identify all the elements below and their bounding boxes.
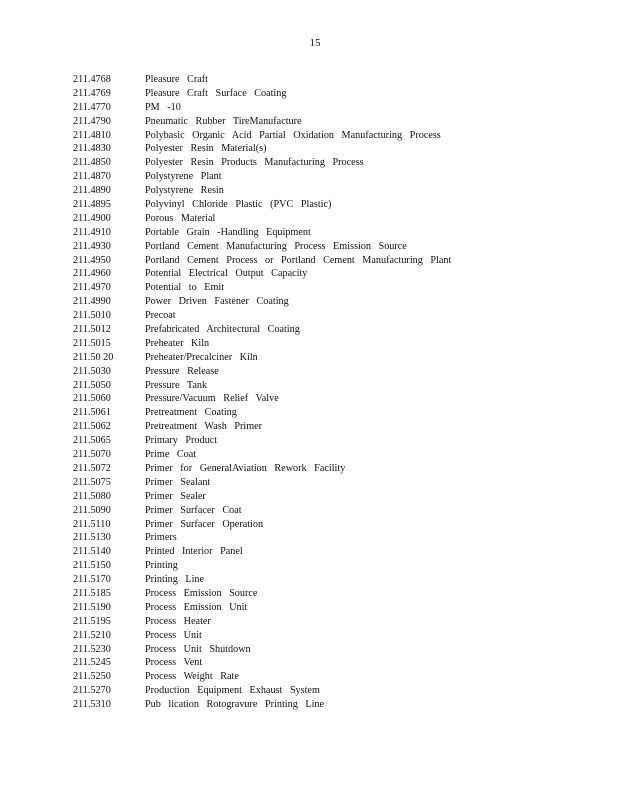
defined-term: Pressure Release [145,365,219,377]
defined-term: Polystyrene Plant [145,171,222,183]
section-code: 211.5061 [73,407,111,419]
section-code: 211.5140 [73,546,111,558]
section-code: 211.5190 [73,601,111,613]
defined-term: Primary Product [145,435,218,447]
defined-term: Portland Cement Manufacturing Process Emission Source [145,240,407,252]
defined-term: Primers [145,532,177,544]
defined-term: Primer Sealant [145,476,211,488]
section-code: 211.5170 [73,574,111,586]
defined-term: Prime Coat [145,449,197,461]
section-code: 211.5010 [73,310,111,322]
section-code: 211.5270 [73,685,111,697]
defined-term: Potential Electrical Output Capacity [145,268,308,280]
list-item [73,267,451,281]
defined-term: Production Equipment Exhaust System [145,685,320,697]
section-code: 211.5070 [73,449,111,461]
section-code: 211.5072 [73,462,111,474]
list-item [73,379,451,393]
defined-term: Pleasure Craft Surface Coating [145,87,287,99]
section-code: 211.5090 [73,504,111,516]
list-item [73,518,451,532]
defined-term: Process Vent [145,657,203,669]
list-item [73,156,451,170]
defined-term: Pretreatment Coating [145,407,237,419]
defined-term: Pretreatment Wash Primer [145,421,263,433]
defined-term: Potential to Emit [145,282,225,294]
defined-term: Primer for GeneralAviation Rework Facility [145,462,346,474]
section-code: 211.4768 [73,74,111,85]
section-code: 211.5080 [73,490,111,502]
defined-term: Polybasic Organic Acid Partial Oxidation Manufacturing Process [145,129,441,141]
section-code: 211.5150 [73,560,111,572]
list-item [73,101,451,115]
list-item [73,323,451,337]
defined-term: Precoat [145,310,176,322]
list-item [73,587,451,601]
section-code: 211.4990 [73,296,111,308]
list-item [73,309,451,323]
section-code: 211.5210 [73,629,111,641]
section-code: 211.5015 [73,337,111,349]
defined-term: Printed Interior Panel [145,546,243,558]
defined-term: Pressure/Vacuum Relief Valve [145,393,279,405]
section-code: 211.4910 [73,226,111,238]
list-item [73,490,451,504]
section-code: 211.5050 [73,379,111,391]
section-code: 211.5065 [73,435,111,447]
list-item [73,670,451,684]
list-item [73,684,451,698]
section-code: 211.5310 [73,699,111,711]
defined-term: Pub lication Rotogravure Printing Line [145,699,325,711]
section-code: 211.4770 [73,101,111,113]
list-item [73,184,451,198]
list-item [73,545,451,559]
section-code: 211.4900 [73,212,111,224]
section-code: 211.5195 [73,615,111,627]
page-number: 15 [309,37,321,49]
defined-term: Process Emission Unit [145,601,248,613]
list-item [73,573,451,587]
defined-term: Polyester Resin Products Manufacturing Process [145,157,364,169]
list-item [73,295,451,309]
section-code: 211.5075 [73,476,111,488]
list-item [73,656,451,670]
list-item [73,212,451,226]
list-item [73,504,451,518]
list-item [73,462,451,476]
defined-term: Process Weight Rate [145,671,239,683]
defined-term: Polystyrene Resin [145,185,224,197]
section-code: 211.4790 [73,115,111,127]
section-code: 211.5230 [73,643,111,655]
definitions-index-list [73,73,451,712]
list-item [73,434,451,448]
section-code: 211.50 20 [73,351,114,363]
list-item [73,698,451,712]
list-item [73,240,451,254]
section-code: 211.5245 [73,657,111,669]
list-item [73,351,451,365]
list-item [73,615,451,629]
section-code: 211.4769 [73,87,111,99]
list-item [73,337,451,351]
list-item [73,420,451,434]
list-item [73,281,451,295]
section-code: 211.4930 [73,240,111,252]
section-code: 211.5030 [73,365,111,377]
list-item [73,448,451,462]
list-item [73,531,451,545]
defined-term: Pneumatic Rubber TireManufacture [145,115,302,127]
list-item [73,170,451,184]
defined-term: Printing Line [145,574,205,586]
list-item [73,392,451,406]
section-code: 211.4890 [73,185,111,197]
defined-term: Prefabricated Architectural Coating [145,324,300,336]
list-item [73,643,451,657]
defined-term: Process Emission Source [145,587,258,599]
section-code: 211.5110 [73,518,111,530]
list-item [73,365,451,379]
list-item [73,629,451,643]
section-code: 211.4830 [73,143,111,155]
defined-term: Primer Surfacer Operation [145,518,264,530]
defined-term: Process Unit [145,629,202,641]
list-item [73,129,451,143]
defined-term: Preheater Kiln [145,337,210,349]
section-code: 211.5062 [73,421,111,433]
list-item [73,406,451,420]
defined-term: Portland Cement Process or Portland Cement Manufacturing Plant [145,254,452,266]
section-code: 211.5185 [73,587,111,599]
defined-term: Pleasure Craft [145,74,208,85]
section-code: 211.5060 [73,393,111,405]
defined-term: PM -10 [145,101,181,113]
section-code: 211.4870 [73,171,111,183]
list-item [73,115,451,129]
list-item [73,87,451,101]
defined-term: Polyvinyl Chloride Plastic (PVC Plastic) [145,199,332,211]
list-item [73,559,451,573]
section-code: 211.4960 [73,268,111,280]
defined-term: Power Driven Fastener Coating [145,296,289,308]
defined-term: Process Heater [145,615,211,627]
list-item [73,254,451,268]
section-code: 211.5250 [73,671,111,683]
section-code: 211.4950 [73,254,111,266]
section-code: 211.5130 [73,532,111,544]
list-item [73,73,451,87]
list-item [73,226,451,240]
defined-term: Pressure Tank [145,379,208,391]
section-code: 211.4850 [73,157,111,169]
defined-term: Primer Sealer [145,490,206,502]
list-item [73,198,451,212]
section-code: 211.4810 [73,129,111,141]
section-code: 211.4970 [73,282,111,294]
section-code: 211.5012 [73,324,111,336]
defined-term: Printing [145,560,178,572]
defined-term: Process Unit Shutdown [145,643,251,655]
list-item [73,476,451,490]
defined-term: Portable Grain -Handling Equipment [145,226,311,238]
defined-term: Porous Material [145,212,216,224]
defined-term: Primer Surfacer Coat [145,504,242,516]
list-item [73,142,451,156]
defined-term: Preheater/Precalciner Kiln [145,351,258,363]
defined-term: Polyester Resin Material(s) [145,143,267,155]
list-item [73,601,451,615]
section-code: 211.4895 [73,199,111,211]
